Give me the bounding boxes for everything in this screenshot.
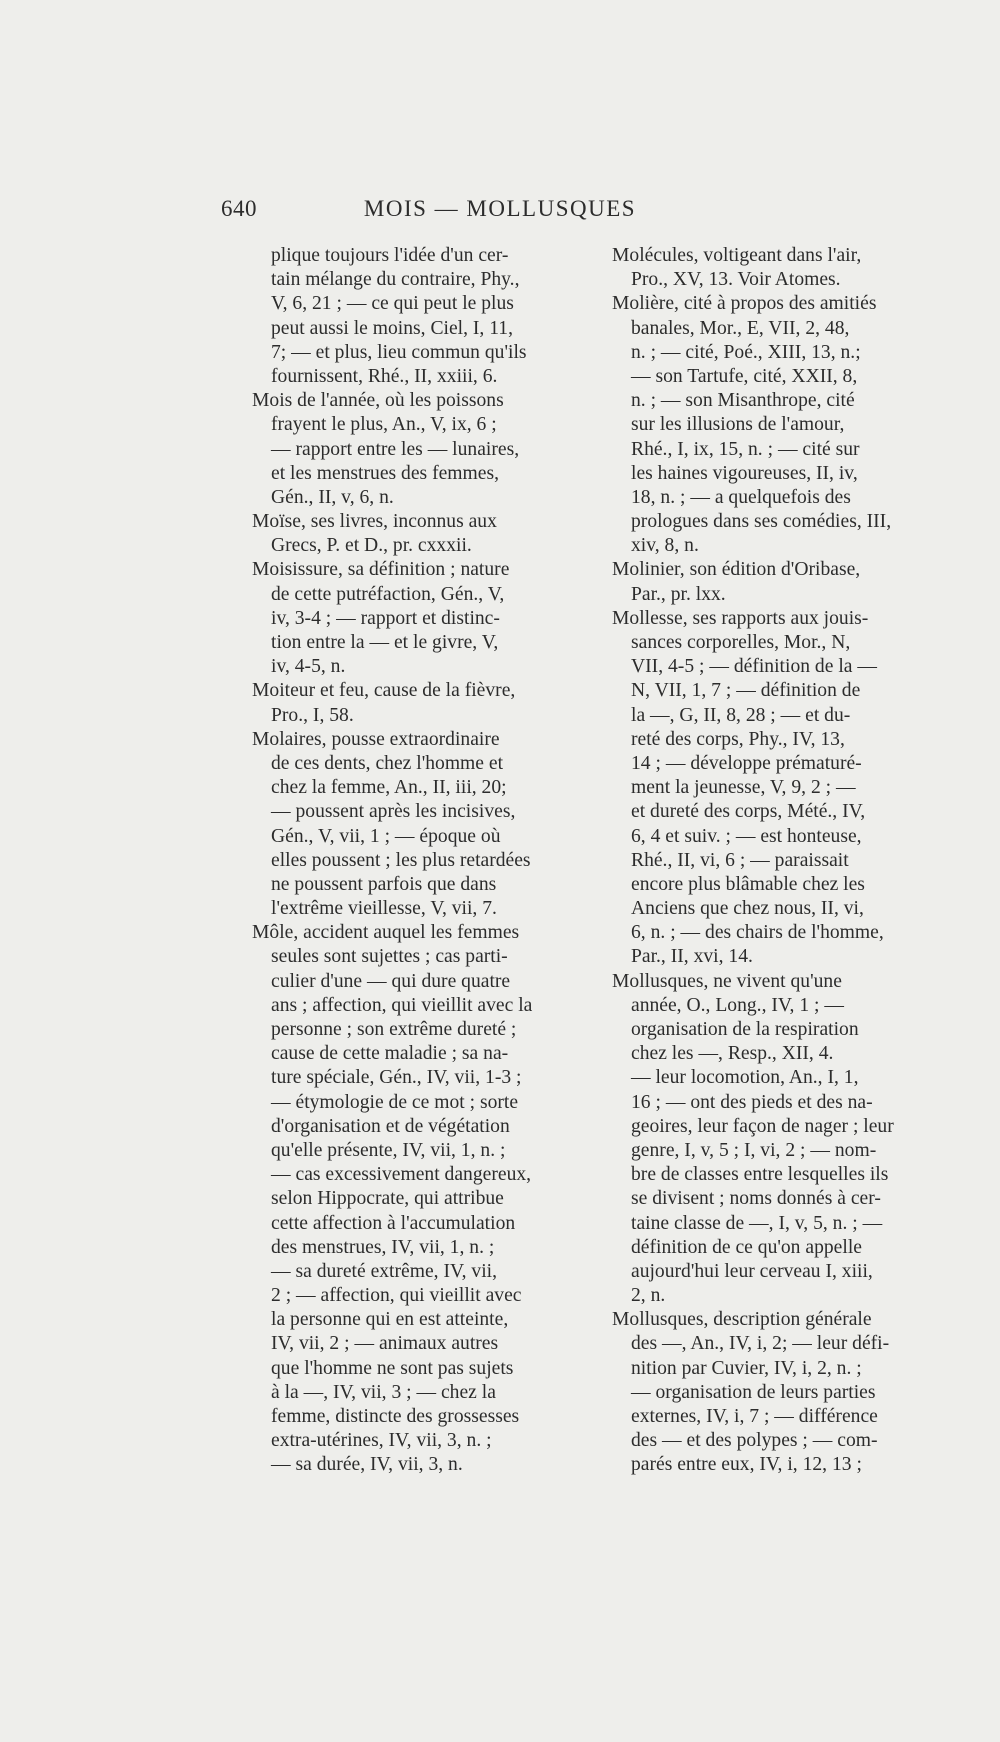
index-entry-line: à la —, IV, vii, 3 ; — chez la: [271, 1381, 496, 1403]
index-entry-line: IV, vii, 2 ; — animaux autres: [271, 1333, 499, 1355]
index-entry-headword-line: Molière, cité à propos des amitiés: [612, 293, 877, 315]
index-entry-line: de cette putréfaction, Gén., V,: [271, 583, 505, 605]
index-entry-headword-line: Mollesse, ses rapports aux jouis-: [612, 607, 869, 629]
index-column-right: [612, 244, 937, 1478]
index-entry-line: nition par Cuvier, IV, i, 2, n. ;: [631, 1357, 862, 1379]
index-entry-line: — son Tartufe, cité, XXII, 8,: [631, 365, 858, 387]
index-entry-line: sances corporelles, Mor., N,: [631, 632, 851, 653]
index-entry-line: taine classe de —, I, v, 5, n. ; —: [631, 1212, 883, 1234]
index-entry-line: 2 ; — affection, qui vieillit avec: [271, 1285, 522, 1307]
index-entry-headword-line: Moïse, ses livres, inconnus aux: [252, 511, 497, 533]
index-entry-line: Grecs, P. et D., pr. cxxxii.: [271, 535, 472, 557]
index-entry-line: bre de classes entre lesquelles ils: [631, 1164, 889, 1186]
index-entry-line: 14 ; — développe prématuré-: [631, 752, 862, 774]
index-entry-headword-line: Mollusques, description générale: [612, 1309, 872, 1331]
index-entry-line: des menstrues, IV, vii, 1, n. ;: [271, 1236, 495, 1258]
index-entry-line: reté des corps, Phy., IV, 13,: [631, 728, 845, 750]
index-entry-line: externes, IV, i, 7 ; — différence: [631, 1406, 878, 1427]
index-entry-line: fournissent, Rhé., II, xxiii, 6.: [271, 365, 498, 387]
index-entry-line: ment la jeunesse, V, 9, 2 ; —: [631, 777, 856, 799]
index-entry-line: 6, 4 et suiv. ; — est honteuse,: [631, 825, 862, 847]
index-entry-line: cause de cette maladie ; sa na-: [271, 1043, 509, 1065]
index-entry-line: encore plus blâmable chez les: [631, 873, 865, 895]
index-entry-line: VII, 4-5 ; — définition de la —: [631, 656, 877, 678]
index-entry-line: — sa durée, IV, vii, 3, n.: [271, 1454, 463, 1476]
index-entry-line: n. ; — cité, Poé., XIII, 13, n.;: [631, 341, 861, 363]
index-entry-line: — leur locomotion, An., I, 1,: [631, 1067, 859, 1089]
index-entry-line: culier d'une — qui dure quatre: [271, 970, 511, 992]
index-entry-line: Pro., XV, 13. Voir Atomes.: [631, 269, 841, 291]
index-entry-line: 18, n. ; — a quelquefois des: [631, 486, 851, 508]
index-entry-line: de ces dents, chez l'homme et: [271, 752, 504, 774]
index-entry-line: — poussent après les incisives,: [271, 801, 516, 823]
index-entry-headword-line: Molaires, pousse extraordinaire: [252, 728, 500, 750]
index-entry-line: tain mélange du contraire, Phy.,: [271, 269, 520, 291]
index-entry-line: elles poussent ; les plus retardées: [271, 849, 531, 871]
index-entry-line: 2, n.: [631, 1285, 666, 1307]
index-entry-line: et les menstrues des femmes,: [271, 462, 499, 484]
index-entry-line: — étymologie de ce mot ; sorte: [271, 1091, 519, 1113]
index-entry-headword-line: Moiteur et feu, cause de la fièvre,: [252, 680, 516, 702]
index-entry-line: tion entre la — et le givre, V,: [271, 632, 499, 653]
index-entry-line: des — et des polypes ; — com-: [631, 1430, 878, 1452]
index-entry-line: banales, Mor., E, VII, 2, 48,: [631, 317, 850, 339]
index-column-left: [252, 244, 579, 1478]
index-entry-headword-line: Mollusques, ne vivent qu'une: [612, 970, 842, 992]
index-entry-line: se divisent ; noms donnés à cer-: [631, 1188, 881, 1210]
index-entry-line: Gén., V, vii, 1 ; — époque où: [271, 825, 501, 847]
index-entry-line: et dureté des corps, Mété., IV,: [631, 801, 866, 823]
index-entry-line: geoires, leur façon de nager ; leur: [631, 1115, 894, 1137]
index-entry-line: — cas excessivement dangereux,: [271, 1164, 532, 1186]
index-entry-line: — rapport entre les — lunaires,: [271, 438, 520, 460]
index-entry-line: qu'elle présente, IV, vii, 1, n. ;: [271, 1139, 506, 1161]
index-entry-line: Par., II, xvi, 14.: [631, 946, 753, 968]
index-entry-line: ne poussent parfois que dans: [271, 873, 497, 895]
index-entry-line: chez les —, Resp., XII, 4.: [631, 1043, 834, 1065]
index-entry-line: des —, An., IV, i, 2; — leur défi-: [631, 1333, 890, 1355]
index-entry-line: 16 ; — ont des pieds et des na-: [631, 1091, 873, 1113]
index-entry-line: la personne qui en est atteinte,: [271, 1309, 509, 1331]
index-entry-line: que l'homme ne sont pas sujets: [271, 1357, 514, 1379]
index-entry-headword-line: Molinier, son édition d'Oribase,: [612, 559, 861, 581]
index-entry-line: 6, n. ; — des chairs de l'homme,: [631, 922, 884, 944]
index-entry-headword-line: Moisissure, sa définition ; nature: [252, 559, 510, 581]
index-entry-line: d'organisation et de végétation: [271, 1115, 510, 1137]
index-entry-line: définition de ce qu'on appelle: [631, 1236, 862, 1258]
index-entry-line: année, O., Long., IV, 1 ; —: [631, 994, 844, 1016]
index-entry-line: iv, 3-4 ; — rapport et distinc-: [271, 607, 500, 629]
index-entry-line: ans ; affection, qui vieillit avec la: [271, 994, 533, 1016]
index-entry-line: cette affection à l'accumulation: [271, 1212, 516, 1234]
index-entry-line: Gén., II, v, 6, n.: [271, 486, 394, 508]
index-entry-line: Anciens que chez nous, II, vi,: [631, 898, 864, 920]
index-entry-line: ture spéciale, Gén., IV, vii, 1-3 ;: [271, 1067, 522, 1089]
index-entry-line: genre, I, v, 5 ; I, vi, 2 ; — nom-: [631, 1139, 877, 1161]
index-entry-line: aujourd'hui leur cerveau I, xiii,: [631, 1260, 873, 1282]
index-entry-headword-line: Molécules, voltigeant dans l'air,: [612, 245, 862, 266]
index-entry-line: Par., pr. lxx.: [631, 583, 726, 605]
index-entry-line: Rhé., I, ix, 15, n. ; — cité sur: [631, 438, 860, 460]
index-entry-line: iv, 4-5, n.: [271, 656, 346, 678]
index-entry-line: xiv, 8, n.: [631, 535, 699, 557]
index-entry-line: V, 6, 21 ; — ce qui peut le plus: [271, 293, 514, 315]
index-entry-line: selon Hippocrate, qui attribue: [271, 1188, 504, 1210]
index-entry-line: Rhé., II, vi, 6 ; — paraissait: [631, 849, 849, 871]
page-number: 640: [221, 196, 257, 221]
index-entry-line: seules sont sujettes ; cas parti-: [271, 946, 508, 968]
index-entry-line: personne ; son extrême dureté ;: [271, 1019, 517, 1040]
index-entry-line: prologues dans ses comédies, III,: [631, 511, 892, 533]
index-entry-line: extra-utérines, IV, vii, 3, n. ;: [271, 1430, 492, 1452]
index-entry-line: l'extrême vieillesse, V, vii, 7.: [271, 898, 497, 920]
index-entry-line: — organisation de leurs parties: [631, 1381, 876, 1403]
index-entry-line: N, VII, 1, 7 ; — définition de: [631, 680, 861, 702]
index-entry-line: parés entre eux, IV, i, 12, 13 ;: [631, 1454, 862, 1476]
index-entry-line: organisation de la respiration: [631, 1019, 859, 1040]
page-header: [0, 196, 1000, 226]
index-entry-line: frayent le plus, An., V, ix, 6 ;: [271, 414, 497, 436]
index-entry-line: femme, distincte des grossesses: [271, 1406, 520, 1427]
index-entry-line: la —, G, II, 8, 28 ; — et du-: [631, 704, 851, 726]
index-entry-line: plique toujours l'idée d'un cer-: [271, 245, 509, 266]
index-entry-headword-line: Môle, accident auquel les femmes: [252, 922, 520, 944]
index-entry-line: peut aussi le moins, Ciel, I, 11,: [271, 317, 513, 339]
index-entry-line: Pro., I, 58.: [271, 704, 354, 726]
index-entry-line: n. ; — son Misanthrope, cité: [631, 390, 855, 412]
running-head: MOIS — MOLLUSQUES: [363, 196, 637, 221]
index-entry-line: 7; — et plus, lieu commun qu'ils: [271, 341, 527, 363]
index-entry-line: — sa dureté extrême, IV, vii,: [271, 1260, 497, 1282]
index-entry-line: les haines vigoureuses, II, iv,: [631, 462, 858, 484]
index-entry-line: sur les illusions de l'amour,: [631, 414, 845, 436]
index-entry-line: chez la femme, An., II, iii, 20;: [271, 777, 507, 799]
index-entry-headword-line: Mois de l'année, où les poissons: [252, 390, 504, 412]
